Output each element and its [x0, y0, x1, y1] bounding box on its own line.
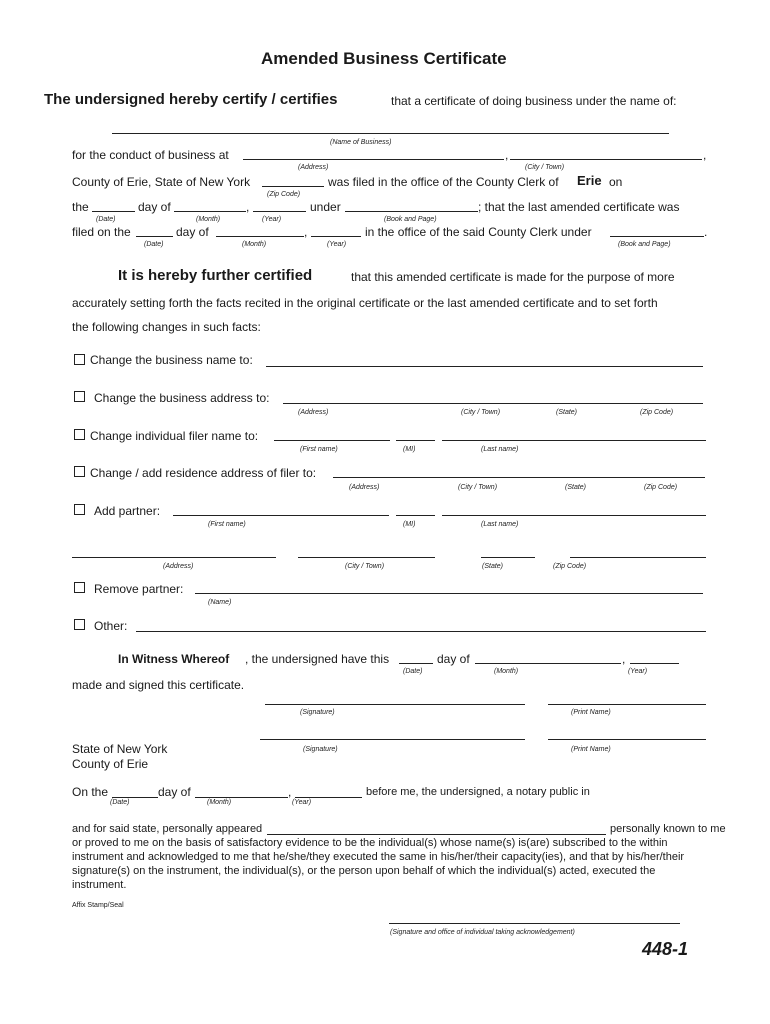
- caption-filed-book-page: (Book and Page): [618, 241, 671, 248]
- witness-year-field[interactable]: [630, 663, 679, 664]
- business-name-field[interactable]: [112, 133, 669, 134]
- caption-new-address: (Address): [298, 409, 329, 416]
- further-rest: that this amended certificate is made for the purpose of more: [351, 270, 675, 284]
- intro-lead: The undersigned hereby certify / certifies: [44, 91, 338, 108]
- partner-address-field[interactable]: [72, 557, 276, 558]
- caption-filed-month: (Month): [242, 241, 267, 248]
- remove-partner-label: Remove partner:: [94, 582, 184, 596]
- witness-rest: , the undersigned have this: [245, 652, 390, 666]
- affix-stamp-label: Affix Stamp/Seal: [72, 902, 124, 909]
- under-label: under: [310, 200, 341, 214]
- caption-notary-date: (Date): [110, 799, 130, 806]
- caption-partner-city: (City / Town): [345, 563, 385, 570]
- caption-filed-date: (Date): [144, 241, 164, 248]
- filer-last-name-field[interactable]: [442, 440, 706, 441]
- caption-new-city-town: (City / Town): [461, 409, 501, 416]
- change-residence-checkbox[interactable]: [74, 466, 85, 477]
- change-name-checkbox[interactable]: [74, 354, 85, 365]
- caption-partner-state: (State): [482, 563, 504, 570]
- caption-partner-address: (Address): [163, 563, 194, 570]
- caption-filer-last-name: (Last name): [481, 446, 519, 453]
- caption-notary-signature: (Signature and office of individual taking acknowledgement): [390, 929, 575, 936]
- caption-month: (Month): [196, 216, 221, 223]
- change-filer-label: Change individual filer name to:: [90, 429, 259, 443]
- witness-date-field[interactable]: [399, 663, 433, 664]
- notary-on-label: On the: [72, 785, 109, 799]
- intro-rest: that a certificate of doing business under the name of:: [391, 94, 677, 108]
- caption-residence-zip: (Zip Code): [644, 484, 678, 491]
- residence-address-field[interactable]: [333, 477, 705, 478]
- partner-mi-field[interactable]: [396, 515, 435, 516]
- filer-mi-field[interactable]: [396, 440, 435, 441]
- caption-year: (Year): [262, 216, 282, 223]
- caption-witness-year: (Year): [628, 668, 648, 675]
- filed-year-field[interactable]: [311, 236, 361, 237]
- caption-witness-date: (Date): [403, 668, 423, 675]
- add-partner-checkbox[interactable]: [74, 504, 85, 515]
- notary-appeared-label: and for said state, personally appeared: [72, 823, 263, 835]
- zip-code-field[interactable]: [262, 186, 324, 187]
- further-line3: the following changes in such facts:: [72, 320, 261, 334]
- filed-in-label: was filed in the office of the County Clerk of: [328, 175, 559, 189]
- change-residence-label: Change / add residence address of filer to:: [90, 466, 317, 480]
- filed-day-of-label: day of: [176, 225, 209, 239]
- other-label: Other:: [94, 619, 128, 633]
- page-title: Amended Business Certificate: [261, 49, 507, 68]
- caption-print-name-1: (Print Name): [571, 709, 611, 716]
- notary-day-of-label: day of: [158, 785, 191, 799]
- caption-name-of-business: (Name of Business): [330, 139, 392, 146]
- new-address-field[interactable]: [283, 403, 703, 404]
- notary-line3: instrument and acknowledged to me that he/she/they executed the same in his/her/their capacity(ies), and that by his/her/their: [72, 851, 685, 863]
- change-filer-checkbox[interactable]: [74, 429, 85, 440]
- notary-county: County of Erie: [72, 757, 149, 771]
- caption-partner-mi: (MI): [403, 521, 416, 528]
- notary-state: State of New York: [72, 742, 168, 756]
- further-lead: It is hereby further certified: [118, 267, 313, 284]
- made-signed-label: made and signed this certificate.: [72, 678, 245, 692]
- caption-new-state: (State): [556, 409, 578, 416]
- caption-address: (Address): [298, 164, 329, 171]
- month-field[interactable]: [174, 211, 246, 212]
- notary-before-me: before me, the undersigned, a notary public in: [366, 786, 590, 798]
- notary-line2: or proved to me on the basis of satisfactory evidence to be the individual(s) whose name(s) is(are) subscribed to the within: [72, 837, 668, 849]
- caption-zip-code: (Zip Code): [267, 191, 301, 198]
- caption-residence-state: (State): [565, 484, 587, 491]
- caption-city-town: (City / Town): [525, 164, 565, 171]
- filer-first-name-field[interactable]: [274, 440, 390, 441]
- conduct-label: for the conduct of business at: [72, 148, 229, 162]
- remove-partner-name-field[interactable]: [195, 593, 703, 594]
- witness-day-of-label: day of: [437, 652, 470, 666]
- form-number: 448-1: [642, 939, 689, 959]
- partner-first-name-field[interactable]: [173, 515, 389, 516]
- notary-signature-field[interactable]: [389, 923, 680, 924]
- caption-partner-zip: (Zip Code): [553, 563, 587, 570]
- witness-month-field[interactable]: [475, 663, 621, 664]
- print-name-field-1[interactable]: [548, 704, 706, 705]
- the-label: the: [72, 200, 89, 214]
- partner-state-field[interactable]: [481, 557, 535, 558]
- caption-filed-year: (Year): [327, 241, 347, 248]
- caption-signature-1: (Signature): [300, 709, 335, 716]
- witness-lead: In Witness Whereof: [118, 652, 230, 666]
- in-office-label: in the office of the said County Clerk under: [365, 225, 592, 239]
- on-label: on: [609, 175, 623, 189]
- change-name-label: Change the business name to:: [90, 353, 253, 367]
- caption-print-name-2: (Print Name): [571, 746, 611, 753]
- change-address-label: Change the business address to:: [94, 391, 270, 405]
- change-address-checkbox[interactable]: [74, 391, 85, 402]
- caption-signature-2: (Signature): [303, 746, 338, 753]
- caption-witness-month: (Month): [494, 668, 519, 675]
- caption-partner-first-name: (First name): [208, 521, 246, 528]
- signature-field-1[interactable]: [265, 704, 525, 705]
- caption-residence-city: (City / Town): [458, 484, 498, 491]
- print-name-field-2[interactable]: [548, 739, 706, 740]
- caption-date: (Date): [96, 216, 116, 223]
- date-field[interactable]: [92, 211, 135, 212]
- city-town-field[interactable]: [510, 159, 702, 160]
- filed-month-field[interactable]: [216, 236, 304, 237]
- book-page-field[interactable]: [345, 211, 478, 212]
- caption-notary-month: (Month): [207, 799, 232, 806]
- further-line2: accurately setting forth the facts recited in the original certificate or the last amended certificate and to set forth: [72, 296, 658, 310]
- partner-city-field[interactable]: [298, 557, 435, 558]
- erie-text: Erie: [577, 173, 602, 188]
- address-field[interactable]: [243, 159, 504, 160]
- caption-filer-first-name: (First name): [300, 446, 338, 453]
- signature-field-2[interactable]: [260, 739, 525, 740]
- partner-last-name-field[interactable]: [442, 515, 706, 516]
- filed-date-field[interactable]: [136, 236, 173, 237]
- caption-book-page: (Book and Page): [384, 216, 437, 223]
- day-of-label: day of: [138, 200, 171, 214]
- filed-on-label: filed on the: [72, 225, 131, 239]
- new-business-name-field[interactable]: [266, 366, 703, 367]
- add-partner-label: Add partner:: [94, 504, 161, 518]
- caption-partner-last-name: (Last name): [481, 521, 519, 528]
- other-checkbox[interactable]: [74, 619, 85, 630]
- caption-filer-mi: (MI): [403, 446, 416, 453]
- county-of-erie-label: County of Erie, State of New York: [72, 175, 251, 189]
- notary-line4: signature(s) on the instrument, the individual(s), or the person upon behalf of which the individual(s) acted, executed the: [72, 865, 656, 877]
- appeared-name-field[interactable]: [267, 834, 606, 835]
- year-field[interactable]: [253, 211, 306, 212]
- caption-remove-name: (Name): [208, 599, 232, 606]
- notary-known-label: personally known to me: [610, 823, 726, 835]
- caption-notary-year: (Year): [292, 799, 312, 806]
- filed-book-page-field[interactable]: [610, 236, 704, 237]
- partner-zip-field[interactable]: [570, 557, 706, 558]
- remove-partner-checkbox[interactable]: [74, 582, 85, 593]
- caption-residence-address: (Address): [349, 484, 380, 491]
- caption-new-zip: (Zip Code): [640, 409, 674, 416]
- other-field[interactable]: [136, 631, 706, 632]
- notary-line5: instrument.: [72, 879, 127, 891]
- last-amended-label: ; that the last amended certificate was: [478, 200, 680, 214]
